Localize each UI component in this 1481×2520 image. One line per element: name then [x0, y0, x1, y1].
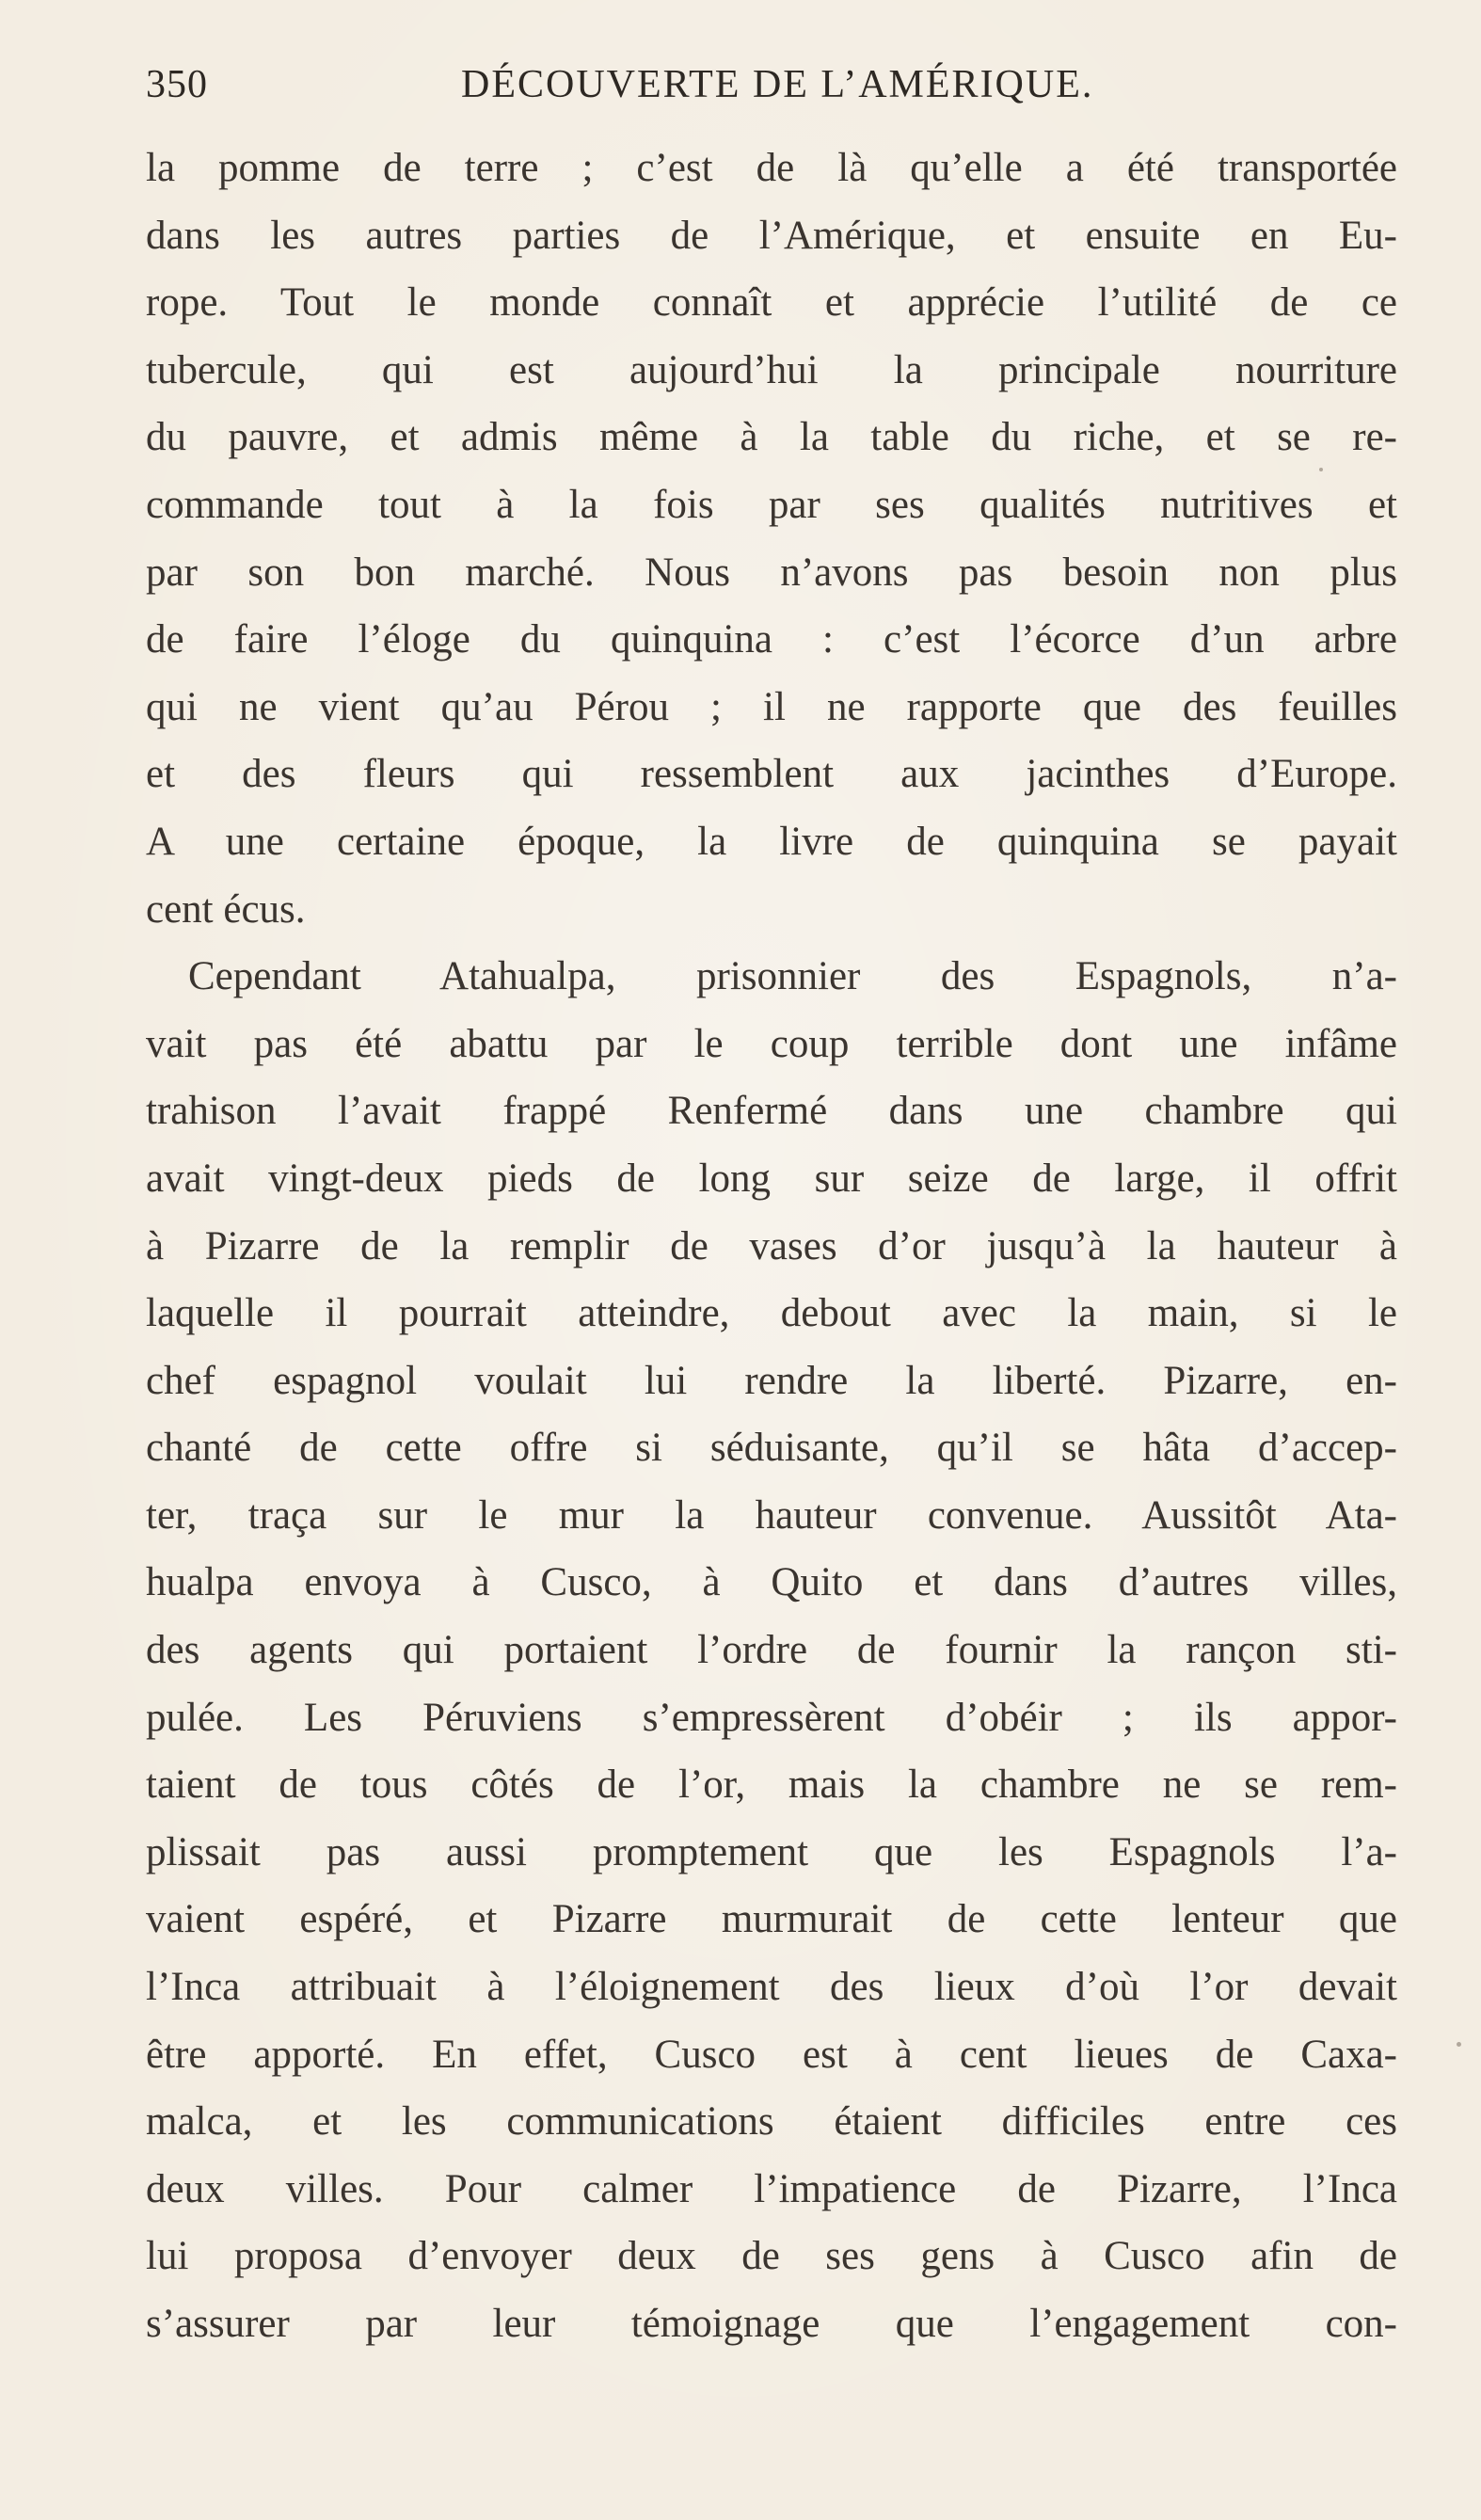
text-line: ter, traça sur le mur la hauteur convenue. Aussitôt Ata- [146, 1492, 1397, 1538]
text-line: plissait pas aussi promptement que les Espagnols l’a- [146, 1829, 1397, 1874]
text-line: hualpa envoya à Cusco, à Quito et dans d’autres villes, [146, 1560, 1397, 1605]
text-line: vaient espéré, et Pizarre murmurait de cette lenteur que [146, 1897, 1397, 1942]
text-line: des agents qui portaient l’ordre de fournir la rançon sti- [146, 1628, 1397, 1673]
text-line: trahison l’avait frappé Renfermé dans une chambre qui [146, 1089, 1397, 1134]
text-line: malca, et les communications étaient difficiles entre ces [146, 2099, 1397, 2145]
page-header [146, 62, 1397, 119]
text-line: et des fleurs qui ressemblent aux jacinthes d’Europe. [146, 752, 1397, 797]
page-number: 350 [146, 63, 208, 106]
text-line: Cependant Atahualpa, prisonnier des Espagnols, n’a- [188, 954, 1397, 999]
paper-speck [1319, 468, 1323, 471]
text-line: A une certaine époque, la livre de quinquina se payait [146, 819, 1397, 864]
text-line: lui proposa d’envoyer deux de ses gens à Cusco afin de [146, 2234, 1397, 2279]
text-line: taient de tous côtés de l’or, mais la chambre ne se rem- [146, 1762, 1397, 1808]
text-line: tubercule, qui est aujourd’hui la principale nourriture [146, 347, 1397, 392]
running-title: DÉCOUVERTE DE L’AMÉRIQUE. [461, 63, 1094, 106]
text-line: chanté de cette offre si séduisante, qu’il se hâta d’accep- [146, 1426, 1397, 1471]
text-line: être apporté. En effet, Cusco est à cent lieues de Caxa- [146, 2032, 1397, 2077]
text-line: à Pizarre de la remplir de vases d’or jusqu’à la hauteur à [146, 1223, 1397, 1268]
text-line: commande tout à la fois par ses qualités nutritives et [146, 482, 1397, 527]
text-line: du pauvre, et admis même à la table du riche, et se re- [146, 415, 1397, 460]
text-line: rope. Tout le monde connaît et apprécie l’utilité de ce [146, 280, 1397, 326]
text-line: dans les autres parties de l’Amérique, et ensuite en Eu- [146, 213, 1397, 258]
text-line: cent écus. [146, 886, 306, 932]
text-line: qui ne vient qu’au Pérou ; il ne rapporte que des feuilles [146, 684, 1397, 729]
body-text [146, 135, 1397, 2358]
text-line: laquelle il pourrait atteindre, debout avec la main, si le [146, 1291, 1397, 1336]
text-line: la pomme de terre ; c’est de là qu’elle a été transportée [146, 146, 1397, 190]
text-line: chef espagnol voulait lui rendre la liberté. Pizarre, en- [146, 1358, 1397, 1403]
text-line: l’Inca attribuait à l’éloignement des lieux d’où l’or devait [146, 1965, 1397, 2010]
text-line: vait pas été abattu par le coup terrible dont une infâme [146, 1021, 1397, 1066]
paper-speck [1457, 2042, 1461, 2047]
text-line: de faire l’éloge du quinquina : c’est l’écorce d’un arbre [146, 617, 1397, 662]
text-line: deux villes. Pour calmer l’impatience de Pizarre, l’Inca [146, 2166, 1397, 2211]
text-line: par son bon marché. Nous n’avons pas besoin non plus [146, 550, 1397, 595]
text-line: s’assurer par leur témoignage que l’engagement con- [146, 2302, 1397, 2346]
text-line: avait vingt-deux pieds de long sur seize de large, il offrit [146, 1156, 1397, 1201]
text-line: pulée. Les Péruviens s’empressèrent d’obéir ; ils appor- [146, 1695, 1397, 1740]
